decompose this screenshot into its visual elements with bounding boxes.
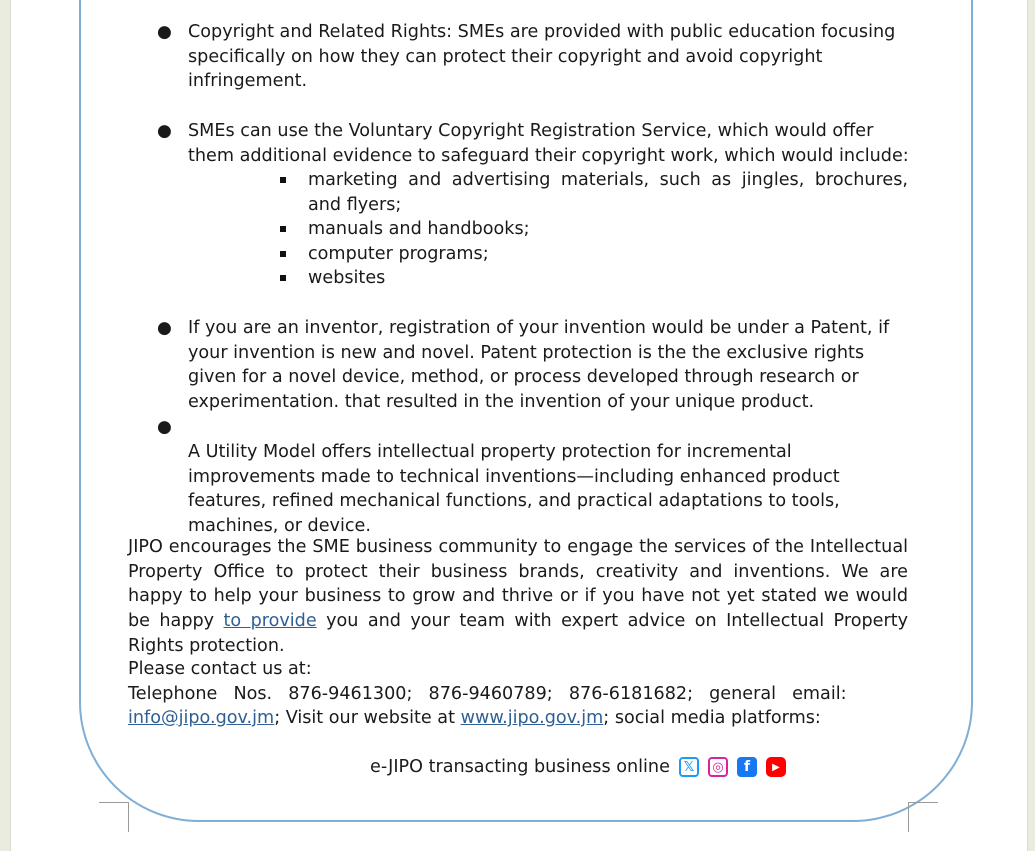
youtube-icon[interactable]: ▶ (766, 757, 786, 777)
square-bullet (280, 275, 286, 281)
social-suffix: ; social media platforms: (603, 708, 821, 728)
bullet-voluntary-registration: SMEs can use the Voluntary Copyright Registration Service, which would offer them additional evidence to safeguard their copyright work, which would include: (188, 121, 909, 166)
square-bullet (280, 251, 286, 257)
bullet-patent: If you are an inventor, registration of your invention would be under a Patent, if your invention is new and novel. Patent protection is the the exclusive rights given for a novel device, method, or process developed through research or experimentation. that resulted in the invention of your unique product. (188, 318, 890, 412)
sub-item-marketing: marketing and advertising materials, such as jingles, brochures, and flyers; (308, 170, 908, 215)
square-bullet (280, 226, 286, 232)
contact-phones: Telephone Nos. 876-9461300; 876-9460789; 876-6181682; general email: (128, 684, 847, 704)
website-link[interactable]: www.jipo.gov.jm (460, 708, 604, 728)
crop-mark (128, 802, 129, 832)
crop-mark (908, 802, 938, 803)
sub-item-websites: websites (308, 268, 386, 288)
square-bullet (280, 177, 286, 183)
encourage-paragraph (128, 535, 908, 659)
bullet-copyright-rights: Copyright and Related Rights: SMEs are provided with public education focusing specifically on how they can protect their copyright and avoid copyright infringement. (188, 22, 896, 92)
bullet-dot: ● (157, 121, 172, 141)
bullet-utility-model: A Utility Model offers intellectual property protection for incremental improvements made to technical inventions—including enhanced product features, refined mechanical functions, and practical adaptations to tools, machines, or device. (188, 442, 840, 536)
crop-mark (908, 802, 909, 832)
crop-mark (99, 802, 129, 803)
to-provide-link[interactable]: to provide (223, 611, 317, 632)
instagram-icon[interactable]: ◎ (708, 757, 728, 777)
x-icon[interactable]: 𝕏 (679, 757, 699, 777)
sub-item-manuals: manuals and handbooks; (308, 219, 530, 239)
bullet-dot: ● (157, 22, 172, 42)
bullet-dot: ● (157, 417, 172, 437)
contact-links-line (128, 706, 908, 731)
website-prefix: ; Visit our website at (274, 708, 461, 728)
sub-item-computer-programs: computer programs; (308, 244, 489, 264)
contact-heading: Please contact us at: (128, 659, 312, 679)
encourage-text-end: you and your team with expert advice on Intellectual Property Rights protection. (128, 611, 908, 656)
encourage-text: JIPO encourages the SME business community to engage the services of the Intellectual Property Office to protect their business brands, creativity and inventions. We are happy to help your business to grow and thrive or if you have not yet stated we would be happy (128, 537, 908, 632)
email-link[interactable]: info@jipo.gov.jm (128, 708, 275, 728)
bullet-dot: ● (157, 318, 172, 338)
facebook-icon[interactable]: f (737, 757, 757, 777)
ejipo-tagline: e-JIPO transacting business online (370, 757, 670, 777)
